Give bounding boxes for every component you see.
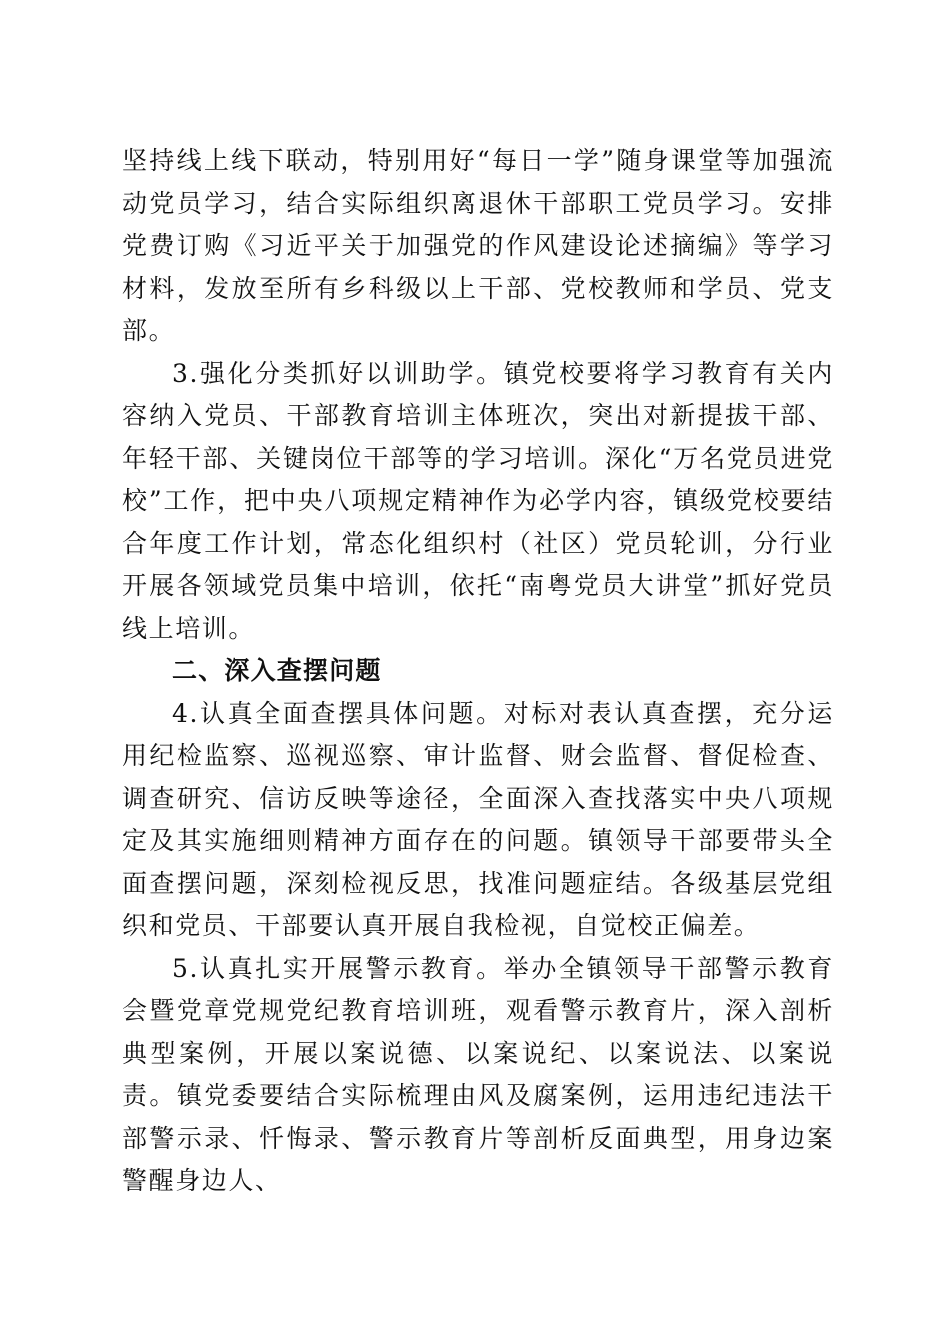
paragraph-item-3: 3.强化分类抓好以训助学。镇党校要将学习教育有关内容纳入党员、干部教育培训主体班次，突出对新提拔干部、年轻干部、关键岗位干部等的学习培训。深化“万名党员进党校”工作，把中央八项规定精神作为必学内容，镇级党校要结合年度工作计划，常态化组织村（社区）党员轮训，分行业开展各领域党员集中培训，依托“南粤党员大讲堂”抓好党员线上培训。 [122, 358, 834, 643]
paragraph-item-4: 4.认真全面查摆具体问题。对标对表认真查摆，充分运用纪检监察、巡视巡察、审计监督、财会监督、督促检查、调查研究、信访反映等途径，全面深入查找落实中央八项规定及其实施细则精神方面存在的问题。镇领导干部要带头全面查摆问题，深刻检视反思，找准问题症结。各级基层党组织和党员、干部要认真开展自我检视，自觉校正偏差。 [122, 698, 834, 940]
paragraph-item-5: 5.认真扎实开展警示教育。举办全镇领导干部警示教育会暨党章党规党纪教育培训班，观看警示教育片，深入剖析典型案例，开展以案说德、以案说纪、以案说法、以案说责。镇党委要结合实际梳理由风及腐案例，运用违纪违法干部警示录、忏悔录、警示教育片等剖析反面典型，用身边案警醒身边人、 [122, 953, 834, 1195]
document-body [122, 140, 834, 1203]
section-heading: 二、深入查摆问题 [172, 656, 382, 685]
paragraph-continuation: 坚持线上线下联动，特别用好“每日一学”随身课堂等加强流动党员学习，结合实际组织离退休干部职工党员学习。安排党费订购《习近平关于加强党的作风建设论述摘编》等学习材料，发放至所有乡科级以上干部、党校教师和学员、党支部。 [122, 146, 834, 345]
